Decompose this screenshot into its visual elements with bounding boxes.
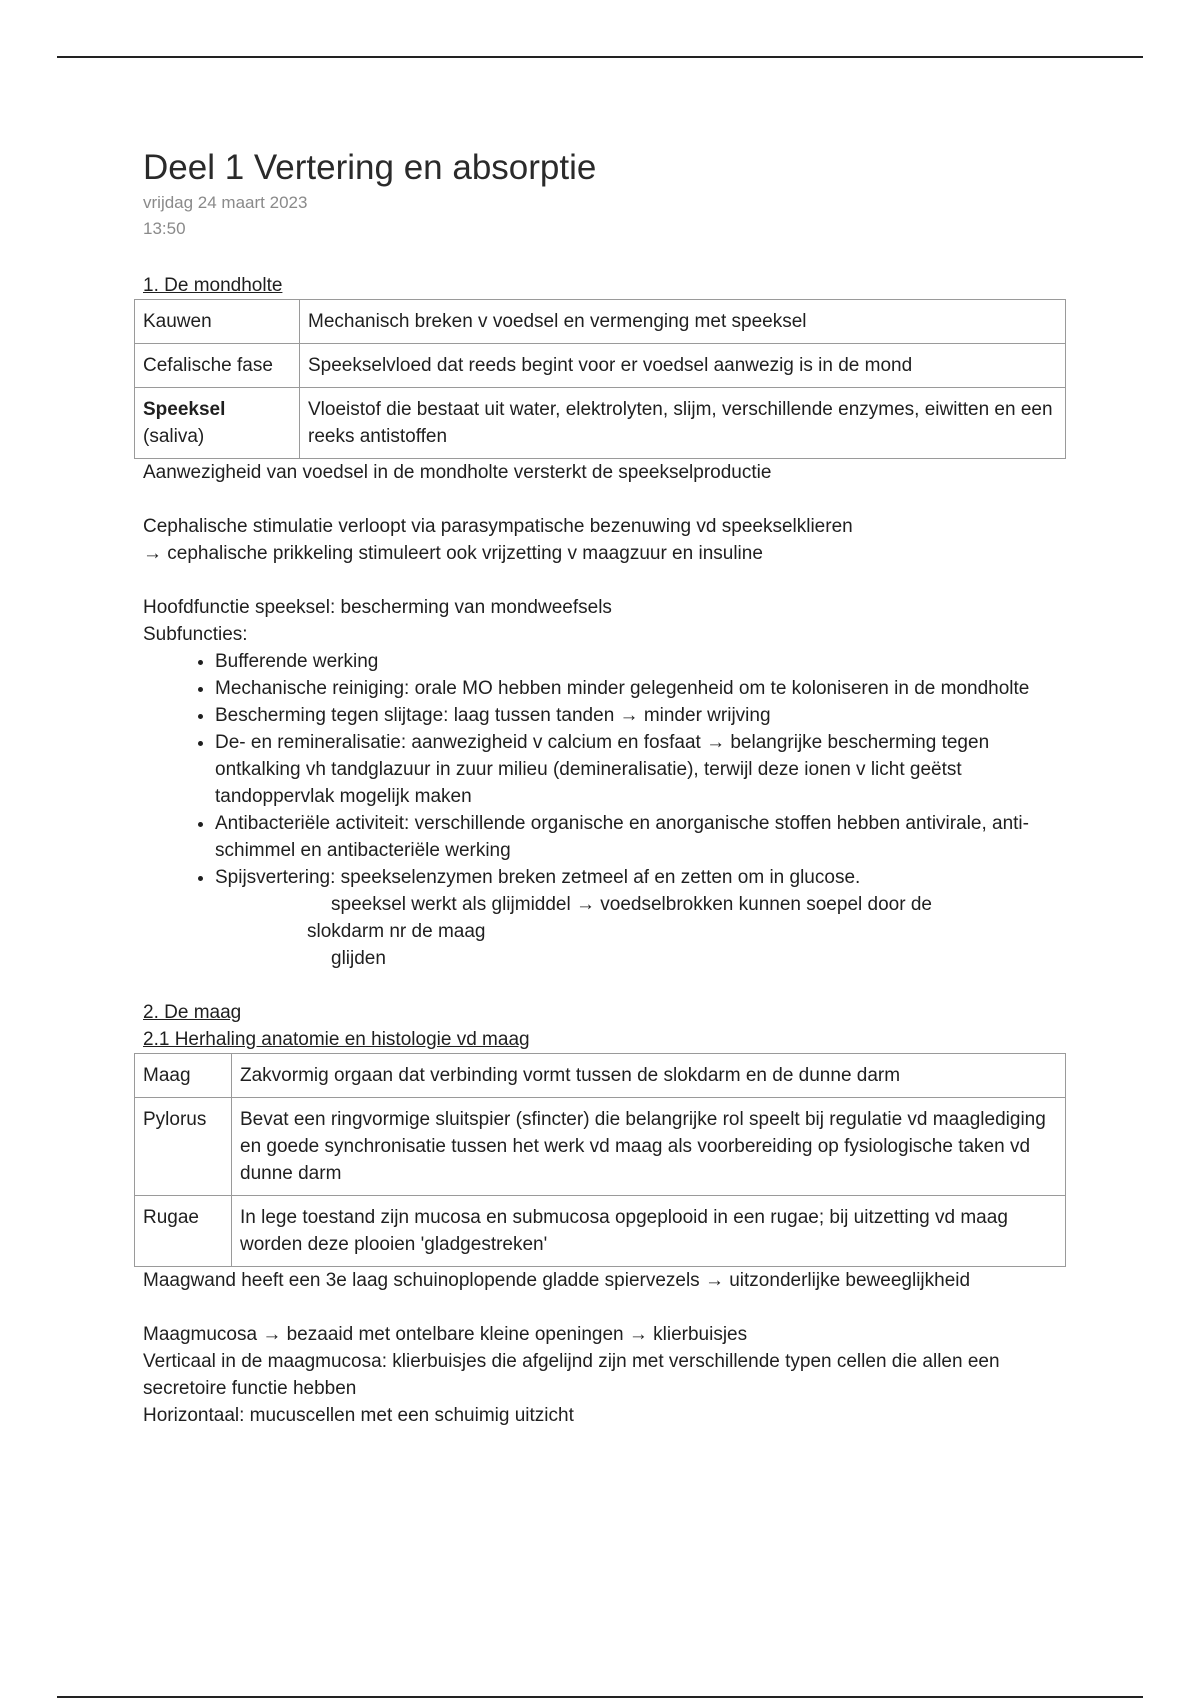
list-item: • De- en remineralisatie: aanwezigheid v calcium en fosfaat → belangrijke bescherming tegen ontkalking vh tandglazuur in zuur milieu (demineralisatie), terwijl deze ionen v licht geëtst tandoppervlak mogelijk maken — [215, 729, 1073, 810]
table-row — [135, 1054, 1066, 1098]
table-row — [135, 1098, 1066, 1196]
definition-cell: In lege toestand zijn mucosa en submucosa opgeplooid in een rugae; bij uitzetting vd maag worden deze plooien 'gladgestreken' — [232, 1196, 1066, 1267]
definition-cell: Mechanisch breken v voedsel en vermenging met speeksel — [300, 300, 1066, 344]
table-row — [135, 388, 1066, 459]
term-cell: Rugae — [135, 1196, 232, 1267]
paragraph: → cephalische prikkeling stimuleert ook vrijzetting v maagzuur en insuline — [143, 543, 763, 564]
paragraph: Verticaal in de maagmucosa: klierbuisjes die afgelijnd zijn met verschillende typen cellen die allen een secretoire functie hebben — [143, 1351, 1000, 1399]
term-bold: Speeksel — [143, 399, 226, 420]
definition-cell: Zakvormig orgaan dat verbinding vormt tussen de slokdarm en de dunne darm — [232, 1054, 1066, 1098]
paragraph: Horizontaal: mucuscellen met een schuimig uitzicht — [143, 1405, 574, 1426]
page-date: vrijdag 24 maart 2023 — [143, 193, 308, 212]
paragraph: Subfuncties: — [143, 624, 248, 645]
mondholte-table — [134, 299, 1066, 459]
definition-cell: Vloeistof die bestaat uit water, elektrolyten, slijm, verschillende enzymes, eiwitten en een reeks antistoffen — [300, 388, 1066, 459]
continuation-line: speeksel werkt als glijmiddel → voedselbrokken kunnen soepel door de — [331, 894, 932, 915]
bottom-rule — [57, 1696, 1143, 1698]
maag-table — [134, 1053, 1066, 1267]
list-item: • Mechanische reiniging: orale MO hebben minder gelegenheid om te koloniseren in de mondholte — [215, 675, 1073, 702]
section-heading-mondholte: 1. De mondholte — [143, 275, 283, 296]
term-cell: Pylorus — [135, 1098, 232, 1196]
page-title: Deel 1 Vertering en absorptie — [143, 148, 597, 187]
subsection-heading: 2.1 Herhaling anatomie en histologie vd maag — [143, 1029, 530, 1050]
continuation-line: slokdarm nr de maag — [307, 921, 486, 942]
list-item: • Bufferende werking — [215, 648, 1073, 675]
document-body — [143, 146, 1073, 1429]
table-row — [135, 1196, 1066, 1267]
list-item: • Spijsvertering: speekselenzymen breken zetmeel af en zetten om in glucose. — [215, 864, 1073, 891]
paragraph: Hoofdfunctie speeksel: bescherming van mondweefsels — [143, 597, 612, 618]
paragraph: Cephalische stimulatie verloopt via parasympatische bezenuwing vd speekselklieren — [143, 516, 853, 537]
subfunctions-list — [143, 648, 1073, 891]
term-cell: Cefalische fase — [135, 344, 300, 388]
page-time: 13:50 — [143, 219, 186, 238]
section-heading-maag: 2. De maag — [143, 1002, 242, 1023]
continuation-line: glijden — [331, 948, 386, 969]
list-item: • Bescherming tegen slijtage: laag tussen tanden → minder wrijving — [215, 702, 1073, 729]
paragraph: Maagmucosa → bezaaid met ontelbare kleine openingen → klierbuisjes — [143, 1324, 748, 1345]
term-cell — [135, 388, 300, 459]
term-cell: Maag — [135, 1054, 232, 1098]
term-sub: (saliva) — [143, 426, 205, 447]
paragraph: Maagwand heeft een 3e laag schuinoplopende gladde spiervezels → uitzonderlijke beweeglijkheid — [143, 1270, 971, 1291]
table-row — [135, 344, 1066, 388]
term-cell: Kauwen — [135, 300, 300, 344]
paragraph: Aanwezigheid van voedsel in de mondholte versterkt de speekselproductie — [143, 462, 772, 483]
definition-cell: Speekselvloed dat reeds begint voor er voedsel aanwezig is in de mond — [300, 344, 1066, 388]
top-rule — [57, 56, 1143, 58]
definition-cell: Bevat een ringvormige sluitspier (sfincter) die belangrijke rol speelt bij regulatie vd maaglediging en goede synchronisatie tussen het werk vd maag als voorbereiding op fysiologische taken vd dunne darm — [232, 1098, 1066, 1196]
list-item: • Antibacteriële activiteit: verschillende organische en anorganische stoffen hebben antivirale, anti-schimmel en antibacteriële werking — [215, 810, 1073, 864]
table-row — [135, 300, 1066, 344]
